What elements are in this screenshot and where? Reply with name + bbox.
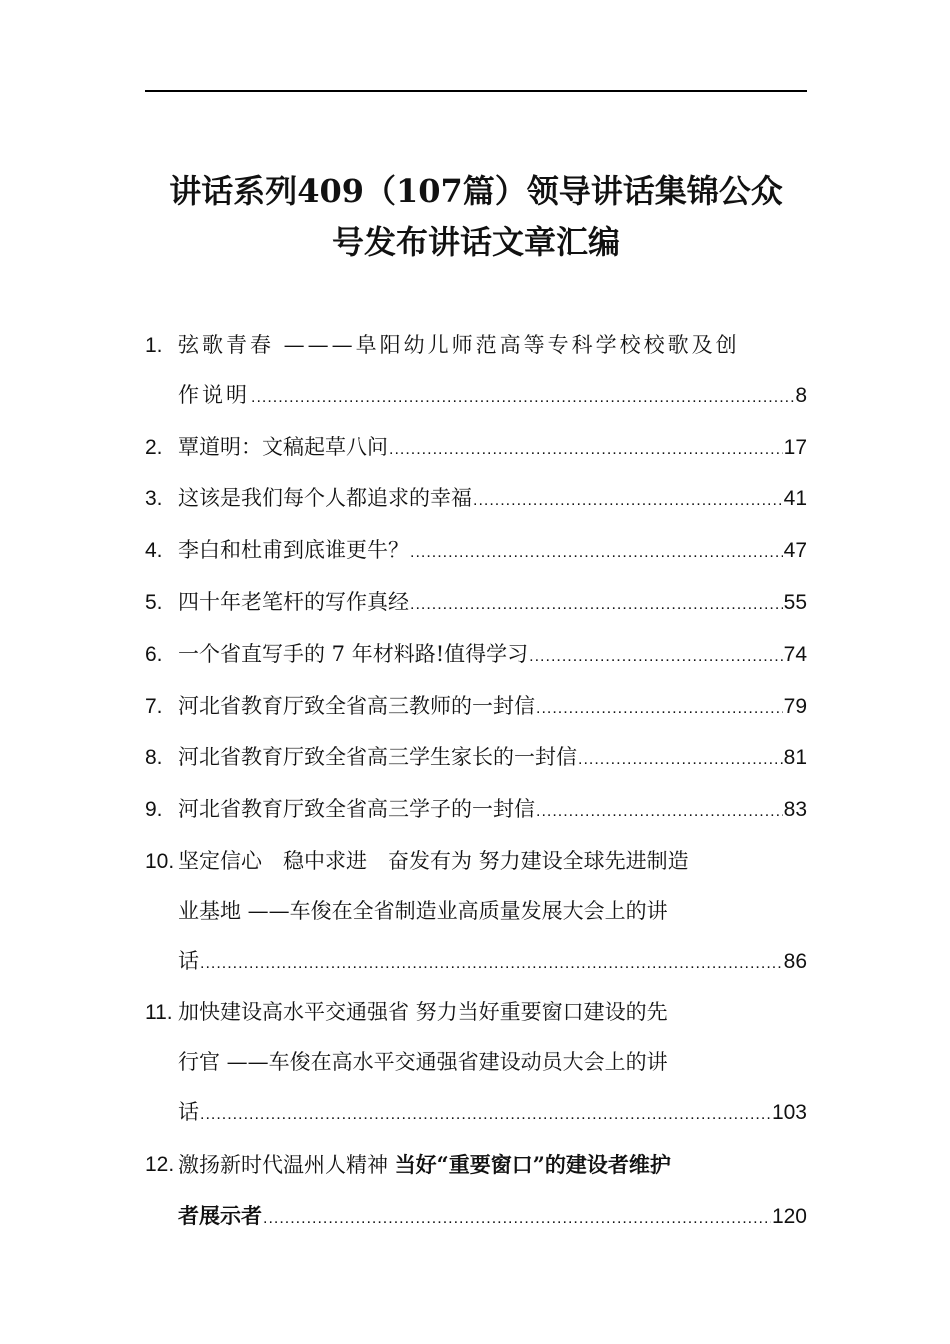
toc-number: 7. (145, 694, 163, 718)
toc-page-number: 55 (783, 590, 807, 614)
table-of-contents (145, 321, 807, 1243)
toc-entry-5[interactable] (145, 578, 807, 630)
toc-number: 11. (145, 1001, 173, 1025)
toc-title-line: 作说明 (178, 382, 250, 407)
toc-number: 12. (145, 1152, 175, 1176)
toc-title-line: 河北省教育厅致全省高三学生家长的一封信 (178, 745, 577, 770)
toc-leader-dots (529, 632, 782, 682)
toc-number: 9. (145, 798, 163, 822)
toc-title-line: 这该是我们每个人都追求的幸福 (178, 486, 472, 511)
toc-page-number: 120 (771, 1204, 807, 1228)
toc-page-number: 41 (783, 487, 807, 511)
toc-number: 8. (145, 746, 163, 770)
toc-leader-dots (263, 1194, 771, 1244)
toc-title-line: 话 (178, 1099, 199, 1124)
toc-number: 3. (145, 487, 163, 511)
toc-leader-dots (536, 684, 783, 734)
toc-entry-7[interactable] (145, 682, 807, 734)
toc-leader-dots (473, 476, 783, 526)
toc-title-line: 河北省教育厅致全省高三学子的一封信 (178, 797, 535, 822)
toc-title-line: 者展示者 (178, 1202, 262, 1228)
toc-number: 6. (145, 642, 163, 666)
toc-number: 4. (145, 539, 163, 563)
toc-leader-dots (200, 1090, 771, 1140)
toc-page-number: 86 (783, 949, 807, 973)
toc-entry-10[interactable] (145, 837, 807, 988)
title-line-1: 讲话系列409（107篇）领导讲话集锦公众 (169, 172, 783, 210)
toc-title-line: 覃道明：文稿起草八问 (178, 434, 388, 459)
toc-entry-6[interactable] (145, 630, 807, 682)
toc-title-line: 加快建设高水平交通强省 努力当好重要窗口建设的先 (178, 1000, 668, 1025)
toc-title-line: 业基地 ——车俊在全省制造业高质量发展大会上的讲 (178, 898, 668, 923)
toc-title-line (178, 1140, 807, 1191)
toc-entry-8[interactable] (145, 733, 807, 785)
toc-title-line: 一个省直写手的 7 年材料路!值得学习 (178, 641, 529, 666)
toc-title-part: 激扬新时代温州人精神 (178, 1152, 395, 1177)
toc-title-part-bold: 当好“重要窗口”的建设者维护 (394, 1151, 671, 1177)
toc-page-number: 17 (783, 435, 807, 459)
toc-number: 5. (145, 590, 163, 614)
toc-number: 2. (145, 435, 163, 459)
toc-leader-dots (410, 528, 783, 578)
toc-title-line: 河北省教育厅致全省高三教师的一封信 (178, 693, 535, 718)
toc-page-number: 83 (783, 798, 807, 822)
toc-leader-dots (251, 373, 794, 423)
toc-leader-dots (578, 735, 783, 785)
toc-page-number: 8 (795, 383, 807, 407)
toc-title-line: 李白和杜甫到底谁更牛？ (178, 538, 409, 563)
toc-entry-1[interactable] (145, 321, 807, 423)
title-line-2: 号发布讲话文章汇编 (331, 223, 620, 261)
toc-page-number: 74 (783, 642, 807, 666)
toc-page-number: 103 (771, 1100, 807, 1124)
top-rule (145, 90, 807, 92)
toc-leader-dots (410, 580, 783, 630)
toc-leader-dots (536, 787, 783, 837)
toc-number: 1. (145, 334, 163, 357)
toc-leader-dots (200, 939, 783, 989)
document-title (120, 166, 832, 268)
toc-title-line: 四十年老笔杆的写作真经 (178, 589, 409, 614)
toc-title-line: 行官 ——车俊在高水平交通强省建设动员大会上的讲 (178, 1050, 668, 1075)
toc-entry-9[interactable] (145, 785, 807, 837)
toc-leader-dots (389, 425, 783, 475)
toc-title-line: 话 (178, 948, 199, 973)
toc-entry-11[interactable] (145, 988, 807, 1139)
toc-title-line: 弦歌青春 ———阜阳幼儿师范高等专科学校校歌及创 (178, 333, 740, 357)
toc-title-line: 坚定信心 稳中求进 奋发有为 努力建设全球先进制造 (178, 848, 689, 873)
toc-entry-12[interactable] (145, 1140, 807, 1244)
toc-entry-2[interactable] (145, 423, 807, 475)
toc-page-number: 81 (783, 746, 807, 770)
toc-number: 10. (145, 849, 175, 873)
toc-page-number: 79 (783, 694, 807, 718)
toc-entry-4[interactable] (145, 526, 807, 578)
toc-entry-3[interactable] (145, 474, 807, 526)
toc-page-number: 47 (783, 539, 807, 563)
